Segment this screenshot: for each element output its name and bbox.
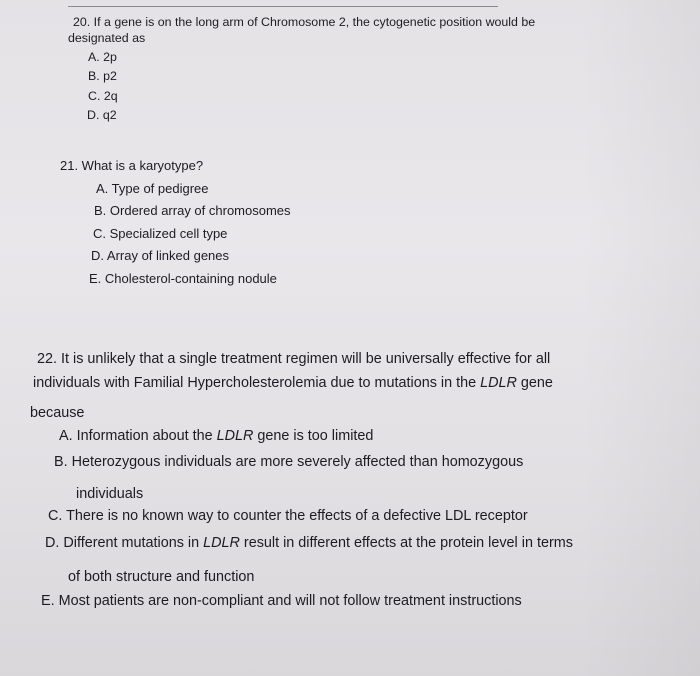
q22-stem-line-3: because	[30, 405, 85, 421]
top-rule	[68, 6, 498, 7]
q22-stem-line-2: individuals with Familial Hypercholesterolemia due to mutations in the LDLR gene	[33, 375, 553, 391]
q20-option-c[interactable]: C. 2q	[88, 89, 118, 103]
q21-option-e[interactable]: E. Cholesterol-containing nodule	[89, 271, 277, 286]
q21-option-d[interactable]: D. Array of linked genes	[91, 248, 230, 263]
q22-option-b-line-2: individuals	[76, 486, 144, 502]
q21-stem: 21. What is a karyotype?	[60, 158, 204, 173]
q20-stem-line-2: designated as	[68, 31, 146, 45]
q20-option-a[interactable]: A. 2p	[88, 50, 117, 64]
q21-option-b[interactable]: B. Ordered array of chromosomes	[94, 203, 291, 218]
q20-stem-line-1: 20. If a gene is on the long arm of Chromosome 2, the cytogenetic position would be	[73, 15, 536, 29]
q22-option-c[interactable]: C. There is no known way to counter the effects of a defective LDL receptor	[48, 508, 528, 524]
paper-shadow	[580, 0, 700, 676]
q22-stem-line-1: 22. It is unlikely that a single treatment regimen will be universally effective for all	[37, 351, 551, 367]
q22-option-e[interactable]: E. Most patients are non-compliant and will not follow treatment instructions	[41, 593, 522, 609]
q22-option-d-line-2: of both structure and function	[68, 569, 255, 585]
q21-option-a[interactable]: A. Type of pedigree	[96, 181, 209, 196]
q21-option-c[interactable]: C. Specialized cell type	[93, 226, 228, 241]
q22-option-a[interactable]: A. Information about the LDLR gene is too limited	[59, 428, 374, 444]
q22-option-b-line-1[interactable]: B. Heterozygous individuals are more severely affected than homozygous	[54, 454, 524, 470]
q20-option-d[interactable]: D. q2	[87, 108, 117, 122]
q22-option-d-line-1[interactable]: D. Different mutations in LDLR result in different effects at the protein level in terms	[45, 535, 573, 551]
q20-option-b[interactable]: B. p2	[88, 69, 117, 83]
